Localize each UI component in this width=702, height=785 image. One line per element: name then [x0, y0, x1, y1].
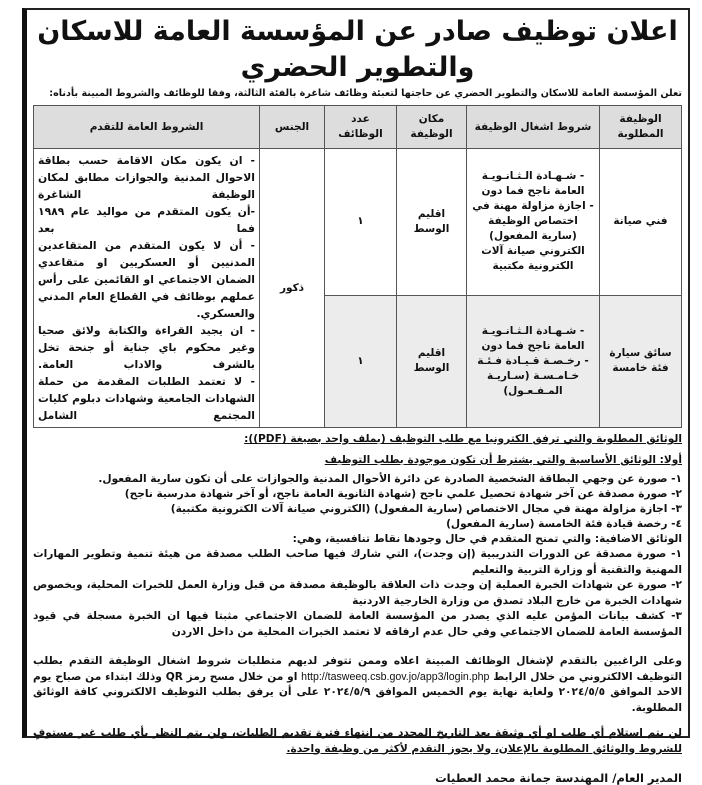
extra-docs-heading: الوثائق الاضافية: والتي تمنح المتقدم في حال وجودها نقاط تنافسية، وهي:: [292, 533, 682, 545]
intro-text: تعلن المؤسسة العامة للاسكان والتطوير الحضري عن حاجتها لتعبئة وظائف شاغرة بالفئة الثالثة، وفقا للوظائف والشروط المبينة بأدناه:: [49, 88, 682, 99]
application-link[interactable]: http://tasweeq.csb.gov.jo/app3/login.php: [301, 670, 490, 683]
general-conditions: [34, 149, 260, 428]
general-condition: - لا تعتمد الطلبات المقدمة من حملة الشهادات الجامعية وشهادات دبلوم كليات المجتمع الشامل: [38, 375, 255, 422]
job-title: فني صيانة: [600, 149, 682, 296]
header-job: الوظيفة المطلوبة: [600, 106, 682, 149]
gender: ذكور: [260, 149, 325, 428]
general-condition: - أن لا يكون المتقدم من المتقاعدين المدنيين أو العسكريين او متقاعدي الضمان الاجتماعي او القائمين على رأس عملهم بوظائف في القطاع العام المدني والعسكري.: [38, 239, 255, 320]
basic-doc-item: ٢- صورة مصدقة عن آخر شهادة تحصيل علمي ناجح (شهادة الثانوية العامة ناجح، أو آخر شهادة مدرسية ناجح): [124, 488, 682, 500]
header-general-conditions: الشروط العامة للتقدم: [34, 106, 260, 149]
signature: المدير العام/ المهندسة جمانة محمد العطيات: [435, 771, 682, 785]
basic-docs-heading: أولا: الوثائق الأساسية والتي يشترط أن تكون موجودة بطلب التوظيف: [324, 454, 682, 466]
header-gender: الجنس: [260, 106, 325, 149]
table-header-row: [34, 106, 682, 149]
apply-text: وعلى الراغبين بالتقدم لإشغال الوظائف المبينة اعلاه وممن تتوفر لديهم متطلبات شروط اشغال الوظيفة التقدم بطلب التوظيف الالكتروني من خلال الرابط: [33, 655, 683, 683]
condition-line: الكتروني صيانة آلات الكترونية مكتبية: [481, 245, 585, 273]
apply-text: او من خلال مسح رمز QR وذلك ابتداء من صباح يوم الاحد الموافق ٢٠٢٤/٥/٥ ولغاية نهاية يوم الخميس الموافق ٢٠٢٤/٥/٩ على أن يرفق بطلب التوظيف الالكتروني كافة الوثائق المطلوبة.: [33, 670, 683, 714]
condition-line: - شـهـادة الـثـانـويـة العامة ناجح فما دون: [481, 324, 585, 352]
table-row: [34, 149, 682, 296]
job-place: اقليم الوسط: [397, 149, 467, 296]
notice-text: لن يتم استلام أي طلب او أي وثيقة بعد التاريخ المحدد من انتهاء فترة تقديم الطلبات، ولن يتم النظر بأي طلب غير مستوفٍ للشروط والوثائق المطلوبة بالإعلان، ولا يجوز التقدم لأكثر من وظيفة واحدة.: [33, 727, 682, 755]
extra-doc-item: ١- صورة مصدقة عن الدورات التدريبية (إن وجدت)، التي شارك فيها صاحب الطلب مصدقة من هيئة تنمية وتطوير المهارات المهنية والتقنية أو وزارة التربية والتعليم: [33, 548, 682, 576]
condition-line: - شـهـادة الـثـانـويـة العامة ناجح فما دون: [481, 170, 585, 198]
general-condition: - ان يكون مكان الاقامة حسب بطاقة الاحوال المدنية والجوازات مطابق لمكان الوظيفة الشاغرة: [38, 154, 255, 201]
basic-doc-item: ٤- رخصة قيادة فئة الخامسة (سارية المفعول): [446, 518, 682, 530]
condition-line: - رخـصـة قـيـادة فـئـة خـامـسـة (سـاريـة المـفـعـول): [477, 354, 589, 397]
job-conditions: [467, 149, 600, 296]
basic-doc-item: ١- صورة عن وجهي البطاقة الشخصية الصادرة عن دائرة الأحوال المدنية والجوازات على أن تكون سارية المفعول.: [98, 473, 682, 485]
apply-instructions: [33, 654, 682, 716]
documents-heading: الوثائق المطلوبة والتي ترفق الكترونيا مع طلب التوظيف (بملف واحد بصيغة (PDF)):: [244, 433, 682, 445]
job-place: اقليم الوسط: [397, 295, 467, 427]
header-count: عدد الوظائف: [325, 106, 397, 149]
job-conditions: [467, 295, 600, 427]
header-place: مكان الوظيفة: [397, 106, 467, 149]
general-condition: - ان يجيد القراءة والكتابة ولائق صحيا وغير محكوم باي جناية أو جنحة تخل بالشرف والاداب العامة.: [38, 324, 255, 371]
condition-line: - اجازة مزاولة مهنة في اختصاص الوظيفة (سارية المفعول): [472, 200, 594, 243]
basic-doc-item: ٣- اجازة مزاولة مهنة في مجال الاختصاص (سارية المفعول) (الكتروني صيانة آلات الكترونية مكتبية): [170, 503, 682, 515]
extra-doc-item: ٢- صورة عن شهادات الخبرة العملية إن وجدت ذات العلاقة بالوظيفة مصدقة من قبل وزارة العمل للخبرات المحلية، وبخصوص شهادات الخبرة من خارج البلاد تصدق من وزارة الخارجية الاردنية: [33, 579, 682, 607]
job-title: سائق سيارة فئة خامسة: [600, 295, 682, 427]
extra-doc-item: ٣- كشف بيانات المؤمن عليه الذي يصدر من المؤسسة العامة للضمان الاجتماعي مثبتا فيها ان الخبرة مسجلة في قيود المؤسسة العامة للضمان الاجتماعي وفي حال عدم ارفاقه لا تعتمد الخبرات المحلية من داخل الاردن: [33, 610, 682, 638]
job-count: ١: [325, 295, 397, 427]
job-count: ١: [325, 149, 397, 296]
announcement-frame: [22, 8, 690, 785]
announcement-title: اعلان توظيف صادر عن المؤسسة العامة للاسكان والتطوير الحضري: [37, 16, 678, 83]
header-job-conditions: شروط اشغال الوظيفة: [467, 106, 600, 149]
general-condition: -أن يكون المتقدم من مواليد عام ١٩٨٩ فما بعد: [38, 205, 255, 235]
jobs-table: [33, 105, 682, 428]
